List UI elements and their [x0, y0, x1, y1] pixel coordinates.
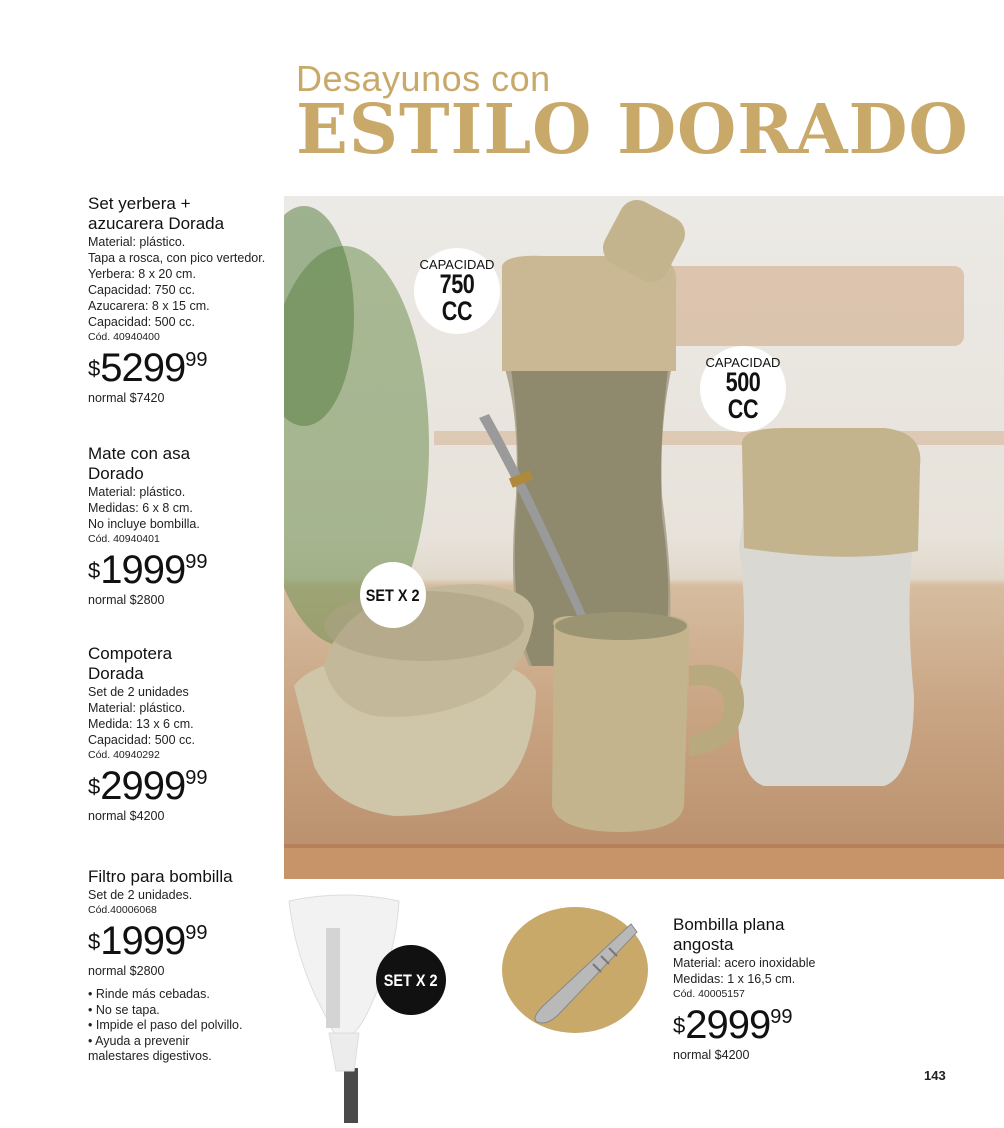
product-code: Cód. 40005157: [673, 988, 745, 1000]
product-set-yerbera: [88, 194, 283, 406]
normal-price: normal $2800: [88, 593, 165, 607]
product-description: Set de 2 unidades Material: plástico. Medida: 13 x 6 cm. Capacidad: 500 cc.: [88, 685, 196, 747]
product-bombilla: [673, 915, 873, 1063]
benefits-list: • Rinde más cebadas. • No se tapa. • Impide el paso del polvillo. • Ayuda a prevenir malestares digestivos.: [88, 987, 243, 1063]
header-subtitle: Desayunos con: [296, 58, 551, 99]
product-name: Bombilla plana angosta: [673, 915, 785, 954]
product-code: Cód.40006068: [88, 904, 157, 916]
product-description: Material: acero inoxidable Medidas: 1 x 16,5 cm.: [673, 956, 816, 986]
product-name: Set yerbera + azucarera Dorada: [88, 194, 225, 233]
badge-capacity-500: CAPACIDAD 500 CC: [700, 346, 786, 432]
product-price: $299999: [88, 764, 208, 808]
badge-capacity-750: CAPACIDAD 750 CC: [414, 248, 500, 334]
page-number: 143: [924, 1068, 946, 1083]
badge-set-x2-filtro: SET X 2: [376, 945, 446, 1015]
product-description: Set de 2 unidades.: [88, 888, 193, 902]
product-price: $199999: [88, 548, 208, 592]
product-name: Mate con asa Dorado: [88, 444, 191, 483]
normal-price: normal $7420: [88, 391, 165, 405]
product-price: $199999: [88, 919, 208, 963]
bombilla-image: [501, 906, 649, 1034]
product-price: $299999: [673, 1003, 793, 1047]
product-compotera: [88, 644, 283, 824]
product-price: $529999: [88, 346, 208, 390]
normal-price: normal $2800: [88, 964, 165, 978]
product-mate: [88, 444, 283, 608]
normal-price: normal $4200: [673, 1048, 750, 1062]
filtro-image: [284, 893, 444, 1123]
product-description: Material: plástico. Tapa a rosca, con pico vertedor. Yerbera: 8 x 20 cm. Capacidad: 750 cc. Azucarera: 8 x 15 cm. Capacidad: 500 cc.: [88, 235, 266, 329]
product-description: Material: plástico. Medidas: 6 x 8 cm. No incluye bombilla.: [88, 485, 200, 531]
header-title: ESTILO DORADO: [296, 90, 969, 170]
product-name: Filtro para bombilla: [88, 867, 233, 886]
product-code: Cód. 40940292: [88, 749, 160, 761]
product-photo: [284, 196, 1004, 879]
badge-set-x2: SET X 2: [360, 562, 426, 628]
product-filtro: [88, 867, 283, 1065]
product-code: Cód. 40940401: [88, 533, 160, 545]
product-illustration: [284, 196, 1004, 879]
product-code: Cód. 40940400: [88, 331, 160, 343]
product-name: Compotera Dorada: [88, 644, 173, 683]
bombilla-illustration: [501, 906, 649, 1034]
normal-price: normal $4200: [88, 809, 165, 823]
